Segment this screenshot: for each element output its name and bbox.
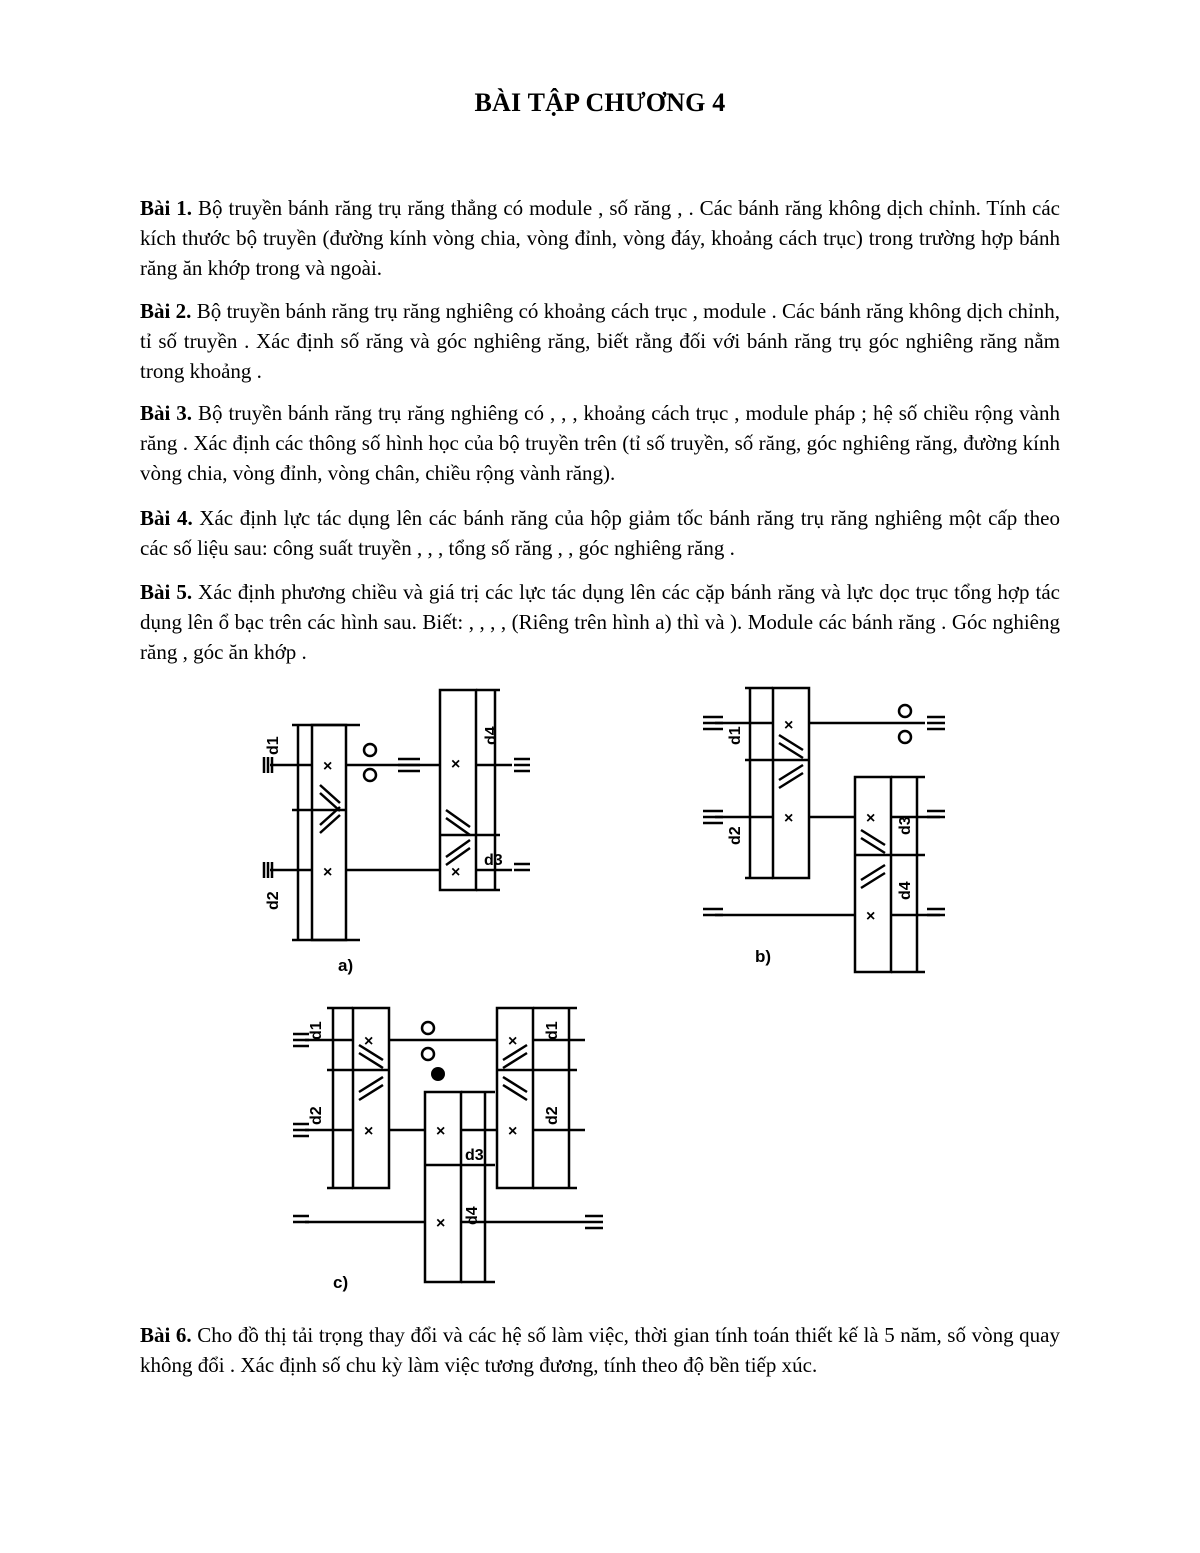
exercise-4: [140, 503, 1060, 563]
mark-b-3: ×: [866, 810, 876, 827]
exercise-4-label: Bài 4.: [140, 506, 193, 530]
page-title: BÀI TẬP CHƯƠNG 4: [474, 88, 726, 117]
mark-b-4: ×: [866, 908, 876, 925]
exercise-1-label: Bài 1.: [140, 196, 193, 220]
figure-a: [250, 685, 530, 980]
caption-b: b): [755, 947, 772, 966]
caption-c: c): [333, 1273, 349, 1292]
exercise-3-label: Bài 3.: [140, 401, 193, 425]
exercise-6-label: Bài 6.: [140, 1323, 192, 1347]
label-c-d1: d1: [308, 1021, 325, 1040]
exercise-2-label: Bài 2.: [140, 299, 192, 323]
label-a-d3: d3: [484, 852, 503, 869]
exercise-2-text: Bộ truyền bánh răng trụ răng nghiêng có khoảng cách trục , module . Các bánh răng không dịch chỉnh, tỉ số truyền . Xác định số răng và góc nghiêng răng, biết rằng đối với bánh răng trụ góc nghiêng răng nằm trong khoảng .: [140, 299, 1060, 383]
gear-b-bottom-block: [855, 777, 891, 972]
figure-c: [285, 1000, 610, 1295]
label-c-d2-right: d2: [544, 1106, 561, 1125]
exercise-5-label: Bài 5.: [140, 580, 193, 604]
label-a-d1: d1: [265, 736, 282, 755]
exercise-6-text: Cho đồ thị tải trọng thay đổi và các hệ số làm việc, thời gian tính toán thiết kế là 5 năm, số vòng quay không đổi . Xác định số chu kỳ làm việc tương đương, tính theo độ bền tiếp xúc.: [140, 1323, 1060, 1377]
mark-c-3: ×: [436, 1123, 446, 1140]
label-b-d1: d1: [727, 726, 744, 745]
figure-c-drawing: [285, 1000, 610, 1295]
mark-a-1: ×: [323, 758, 333, 775]
exercise-2: [140, 296, 1060, 386]
mark-a-2: ×: [323, 864, 333, 881]
label-c-d1-right: d1: [544, 1021, 561, 1040]
label-b-d4: d4: [897, 881, 914, 900]
figure-b: [695, 685, 960, 980]
mark-a-4: ×: [451, 864, 461, 881]
figure-b-drawing: [695, 685, 960, 980]
label-b-d2: d2: [727, 826, 744, 845]
exercise-1-text: Bộ truyền bánh răng trụ răng thẳng có module , số răng , . Các bánh răng không dịch chỉnh. Tính các kích thước bộ truyền (đường kính vòng chia, vòng đỉnh, vòng đáy, khoảng cách trục) trong trường hợp bánh răng ăn khớp trong và ngoài.: [140, 196, 1060, 280]
label-b-d3: d3: [897, 816, 914, 835]
mark-c-5: ×: [508, 1033, 518, 1050]
mark-c-2: ×: [364, 1123, 374, 1140]
label-a-d2: d2: [265, 891, 282, 910]
mark-c-6: ×: [508, 1123, 518, 1140]
label-a-d4: d4: [483, 726, 500, 745]
gear-a-right-block: [440, 690, 476, 890]
mark-b-2: ×: [784, 810, 794, 827]
gear-c-middle-block: [425, 1092, 461, 1282]
exercise-6: [140, 1320, 1060, 1380]
label-c-d2: d2: [308, 1106, 325, 1125]
mark-b-1: ×: [784, 717, 794, 734]
exercise-1: [140, 193, 1060, 283]
exercise-3-text: Bộ truyền bánh răng trụ răng nghiêng có , , , khoảng cách trục , module pháp ; hệ số chiều rộng vành răng . Xác định các thông số hình học của bộ truyền trên (tỉ số truyền, số răng, góc nghiêng răng, đường kính vòng chia, vòng đỉnh, vòng chân, chiều rộng vành răng).: [140, 401, 1060, 485]
mark-c-4: ×: [436, 1215, 446, 1232]
figure-a-drawing: [250, 685, 530, 980]
mark-c-1: ×: [364, 1033, 374, 1050]
exercise-5: [140, 577, 1060, 667]
exercise-4-text: Xác định lực tác dụng lên các bánh răng của hộp giảm tốc bánh răng trụ răng nghiêng một cấp theo các số liệu sau: công suất truyền , , , tổng số răng , , góc nghiêng răng .: [140, 506, 1061, 560]
label-c-d3: d3: [465, 1147, 484, 1164]
caption-a: a): [338, 956, 354, 975]
exercise-3: [140, 398, 1060, 488]
exercise-5-text: Xác định phương chiều và giá trị các lực tác dụng lên các cặp bánh răng và lực dọc trục tổng hợp tác dụng lên ổ bạc trên các hình sau. Biết: , , , , (Riêng trên hình a) thì và ). Module các bánh răng . Góc nghiêng răng , góc ăn khớp .: [140, 580, 1060, 664]
label-c-d4: d4: [464, 1206, 481, 1225]
mark-a-3: ×: [451, 756, 461, 773]
